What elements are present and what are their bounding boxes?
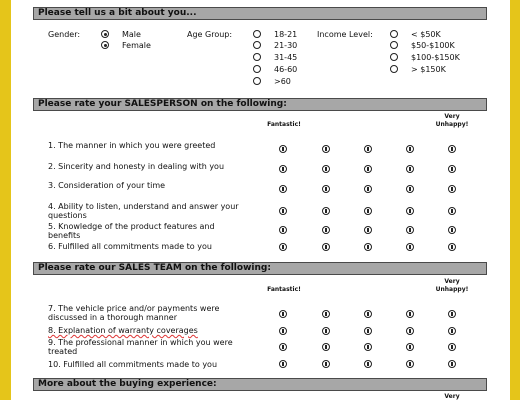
sales-team-item-7: 7. The vehicle price and/or payments were discussed in a thorough manner bbox=[48, 304, 220, 322]
rating-q9-2[interactable] bbox=[322, 343, 330, 351]
rating-q4-2[interactable] bbox=[322, 207, 330, 215]
rating-q5-3[interactable] bbox=[364, 226, 372, 234]
rating-q7-2[interactable] bbox=[322, 310, 330, 318]
rating-q9-3[interactable] bbox=[364, 343, 372, 351]
sales-team-scale-unhappy: Unhappy! bbox=[435, 286, 469, 293]
income-over-150k-radio[interactable] bbox=[390, 65, 398, 73]
rating-q6-5[interactable] bbox=[448, 243, 456, 251]
rating-q8-4[interactable] bbox=[406, 327, 414, 335]
age-18-21-radio[interactable] bbox=[253, 30, 261, 38]
rating-q8-2[interactable] bbox=[322, 327, 330, 335]
rating-q10-5[interactable] bbox=[448, 360, 456, 368]
rating-q10-3[interactable] bbox=[364, 360, 372, 368]
rating-q9-1[interactable] bbox=[279, 343, 287, 351]
sales-team-section-header: Please rate our SALES TEAM on the following: bbox=[33, 262, 487, 275]
rating-q3-3[interactable] bbox=[364, 185, 372, 193]
rating-q3-4[interactable] bbox=[406, 185, 414, 193]
age-option-over-60: >60 bbox=[274, 77, 291, 86]
gender-female-radio[interactable] bbox=[101, 41, 109, 49]
income-option-50-100k: $50-$100K bbox=[411, 41, 455, 50]
rating-q2-5[interactable] bbox=[448, 165, 456, 173]
right-frame-border bbox=[510, 0, 520, 400]
rating-q7-1[interactable] bbox=[279, 310, 287, 318]
rating-q6-1[interactable] bbox=[279, 243, 287, 251]
salesperson-item-4: 4. Ability to listen, understand and answer your questions bbox=[48, 202, 239, 220]
left-frame-border bbox=[0, 0, 11, 400]
rating-q8-1[interactable] bbox=[279, 327, 287, 335]
salesperson-section-header: Please rate your SALESPERSON on the following: bbox=[33, 98, 487, 111]
rating-q2-2[interactable] bbox=[322, 165, 330, 173]
income-50-100k-radio[interactable] bbox=[390, 41, 398, 49]
rating-q7-5[interactable] bbox=[448, 310, 456, 318]
rating-q5-1[interactable] bbox=[279, 226, 287, 234]
rating-q6-3[interactable] bbox=[364, 243, 372, 251]
rating-q1-3[interactable] bbox=[364, 145, 372, 153]
rating-q8-3[interactable] bbox=[364, 327, 372, 335]
salesperson-scale-unhappy: Unhappy! bbox=[435, 121, 469, 128]
rating-q2-1[interactable] bbox=[279, 165, 287, 173]
gender-label: Gender: bbox=[48, 30, 81, 39]
age-31-45-radio[interactable] bbox=[253, 53, 261, 61]
rating-q4-3[interactable] bbox=[364, 207, 372, 215]
gender-option-female: Female bbox=[122, 41, 151, 50]
buying-section-header: More about the buying experience: bbox=[33, 378, 487, 391]
sales-team-item-10: 10. Fulfilled all commitments made to you bbox=[48, 360, 218, 369]
gender-option-male: Male bbox=[122, 30, 141, 39]
age-over-60-radio[interactable] bbox=[253, 77, 261, 85]
income-option-under-50k: < $50K bbox=[411, 30, 441, 39]
age-option-46-60: 46-60 bbox=[274, 65, 298, 74]
rating-q8-5[interactable] bbox=[448, 327, 456, 335]
gender-male-radio[interactable] bbox=[101, 30, 109, 38]
rating-q6-4[interactable] bbox=[406, 243, 414, 251]
rating-q3-5[interactable] bbox=[448, 185, 456, 193]
rating-q6-2[interactable] bbox=[322, 243, 330, 251]
rating-q4-4[interactable] bbox=[406, 207, 414, 215]
rating-q7-3[interactable] bbox=[364, 310, 372, 318]
salesperson-scale-very: Very bbox=[444, 113, 460, 120]
income-under-50k-radio[interactable] bbox=[390, 30, 398, 38]
rating-q5-5[interactable] bbox=[448, 226, 456, 234]
rating-q7-4[interactable] bbox=[406, 310, 414, 318]
salesperson-scale-fantastic: Fantastic! bbox=[267, 121, 301, 128]
rating-q3-1[interactable] bbox=[279, 185, 287, 193]
age-option-18-21: 18-21 bbox=[274, 30, 298, 39]
rating-q1-2[interactable] bbox=[322, 145, 330, 153]
rating-q5-4[interactable] bbox=[406, 226, 414, 234]
rating-q5-2[interactable] bbox=[322, 226, 330, 234]
buying-scale-very: Very bbox=[444, 393, 460, 400]
rating-q10-4[interactable] bbox=[406, 360, 414, 368]
salesperson-item-2: 2. Sincerity and honesty in dealing with you bbox=[48, 162, 225, 171]
age-option-21-30: 21-30 bbox=[274, 41, 298, 50]
income-option-over-150k: > $150K bbox=[411, 65, 446, 74]
salesperson-item-6: 6. Fulfilled all commitments made to you bbox=[48, 242, 212, 251]
sales-team-item-9: 9. The professional manner in which you were treated bbox=[48, 338, 233, 356]
rating-q4-5[interactable] bbox=[448, 207, 456, 215]
income-level-label: Income Level: bbox=[317, 30, 373, 39]
sales-team-scale-very: Very bbox=[444, 278, 460, 285]
income-100-150k-radio[interactable] bbox=[390, 53, 398, 61]
sales-team-scale-fantastic: Fantastic! bbox=[267, 286, 301, 293]
age-21-30-radio[interactable] bbox=[253, 41, 261, 49]
rating-q9-5[interactable] bbox=[448, 343, 456, 351]
rating-q1-1[interactable] bbox=[279, 145, 287, 153]
income-option-100-150k: $100-$150K bbox=[411, 53, 460, 62]
age-46-60-radio[interactable] bbox=[253, 65, 261, 73]
rating-q2-4[interactable] bbox=[406, 165, 414, 173]
salesperson-item-3: 3. Consideration of your time bbox=[48, 181, 166, 190]
salesperson-item-5: 5. Knowledge of the product features and benefits bbox=[48, 222, 215, 240]
rating-q1-4[interactable] bbox=[406, 145, 414, 153]
rating-q10-1[interactable] bbox=[279, 360, 287, 368]
rating-q3-2[interactable] bbox=[322, 185, 330, 193]
rating-q1-5[interactable] bbox=[448, 145, 456, 153]
sales-team-item-8: 8. Explanation of warranty coverages bbox=[48, 326, 198, 335]
rating-q9-4[interactable] bbox=[406, 343, 414, 351]
rating-q2-3[interactable] bbox=[364, 165, 372, 173]
age-option-31-45: 31-45 bbox=[274, 53, 298, 62]
rating-q10-2[interactable] bbox=[322, 360, 330, 368]
age-group-label: Age Group: bbox=[187, 30, 233, 39]
about-section-header: Please tell us a bit about you... bbox=[33, 7, 487, 20]
rating-q4-1[interactable] bbox=[279, 207, 287, 215]
salesperson-item-1: 1. The manner in which you were greeted bbox=[48, 141, 216, 150]
